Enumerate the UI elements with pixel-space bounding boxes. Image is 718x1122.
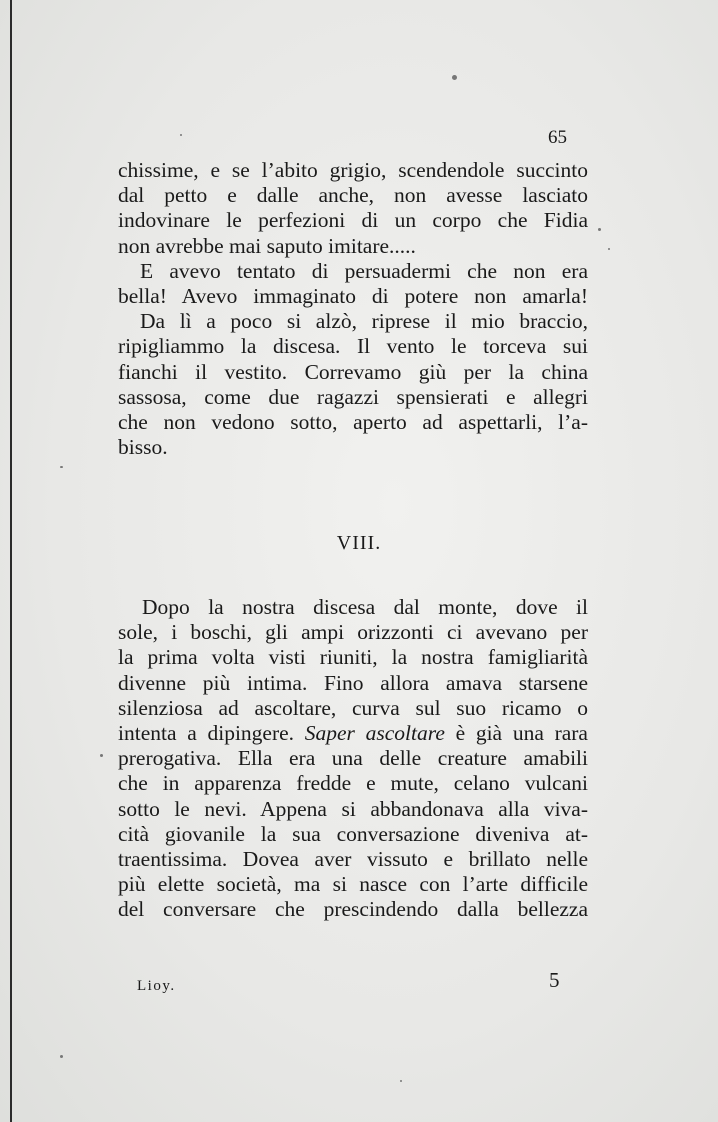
text-segment: è già una rara: [455, 721, 588, 746]
text-line: bisso.: [118, 435, 168, 460]
text-line: ripigliammo la discesa. Il vento le torceva sui: [118, 334, 588, 359]
paper-speck: [452, 75, 457, 80]
text-line: la prima volta visti riuniti, la nostra famigliarità: [118, 645, 588, 670]
text-line: Da lì a poco si alzò, riprese il mio braccio,: [140, 309, 588, 334]
paper-speck: [608, 248, 610, 250]
text-line: dal petto e dalle anche, non avesse lasciato: [118, 183, 588, 208]
text-line: divenne più intima. Fino allora amava starsene: [118, 670, 588, 695]
text-segment: intenta a dipingere.: [118, 721, 295, 746]
text-line-with-italic: [118, 721, 588, 746]
text-line: sotto le nevi. Appena si abbandonava alla viva-: [118, 796, 588, 821]
text-line: chissime, e se l’abito grigio, scendendole succinto: [118, 158, 588, 182]
text-line: E avevo tentato di persuadermi che non era: [140, 258, 588, 283]
binding-edge: [10, 0, 12, 1122]
text-line: che non vedono sotto, aperto ad aspettarli, l’a-: [118, 410, 588, 435]
text-line: traentissima. Dovea aver vissuto e brillato nelle: [118, 847, 588, 872]
paper-speck: [400, 1080, 402, 1082]
paper-speck: [100, 754, 103, 757]
text-line: indovinare le perfezioni di un corpo che Fidia: [118, 208, 588, 233]
text-line: cità giovanile la sua conversazione diveniva at-: [118, 821, 588, 846]
text-line: non avrebbe mai saputo imitare.....: [118, 233, 416, 258]
paper-speck: [180, 134, 182, 136]
paper-speck: [598, 228, 601, 231]
text-line: sassosa, come due ragazzi spensierati e allegri: [118, 384, 588, 409]
text-line: più elette società, ma si nasce con l’arte difficile: [118, 872, 588, 897]
printer-signature-mark: Lioy.: [137, 978, 176, 994]
text-line: fianchi il vestito. Correvamo giù per la china: [118, 359, 588, 384]
paper-speck: [60, 1055, 63, 1058]
paragraph-continued: [118, 158, 588, 460]
gathering-number: 5: [549, 968, 560, 992]
paper-speck: [60, 466, 63, 468]
text-line: che in apparenza fredde e mute, celano vulcani: [118, 771, 588, 796]
text-line: del conversare che prescindendo dalla bellezza: [118, 897, 588, 922]
text-line: sole, i boschi, gli ampi orizzonti ci avevano per: [118, 620, 588, 645]
text-line: silenziosa ad ascoltare, curva sul suo ricamo o: [118, 695, 588, 720]
paragraph-chapter-start: [118, 595, 588, 923]
page-number: 65: [548, 127, 567, 148]
italic-phrase: Saper ascoltare: [304, 721, 445, 746]
text-line: Dopo la nostra discesa dal monte, dove il: [142, 595, 588, 619]
text-line: prerogativa. Ella era una delle creature amabili: [118, 746, 588, 771]
text-line: bella! Avevo immaginato di potere non amarla!: [118, 284, 588, 309]
chapter-heading: VIII.: [336, 532, 382, 554]
